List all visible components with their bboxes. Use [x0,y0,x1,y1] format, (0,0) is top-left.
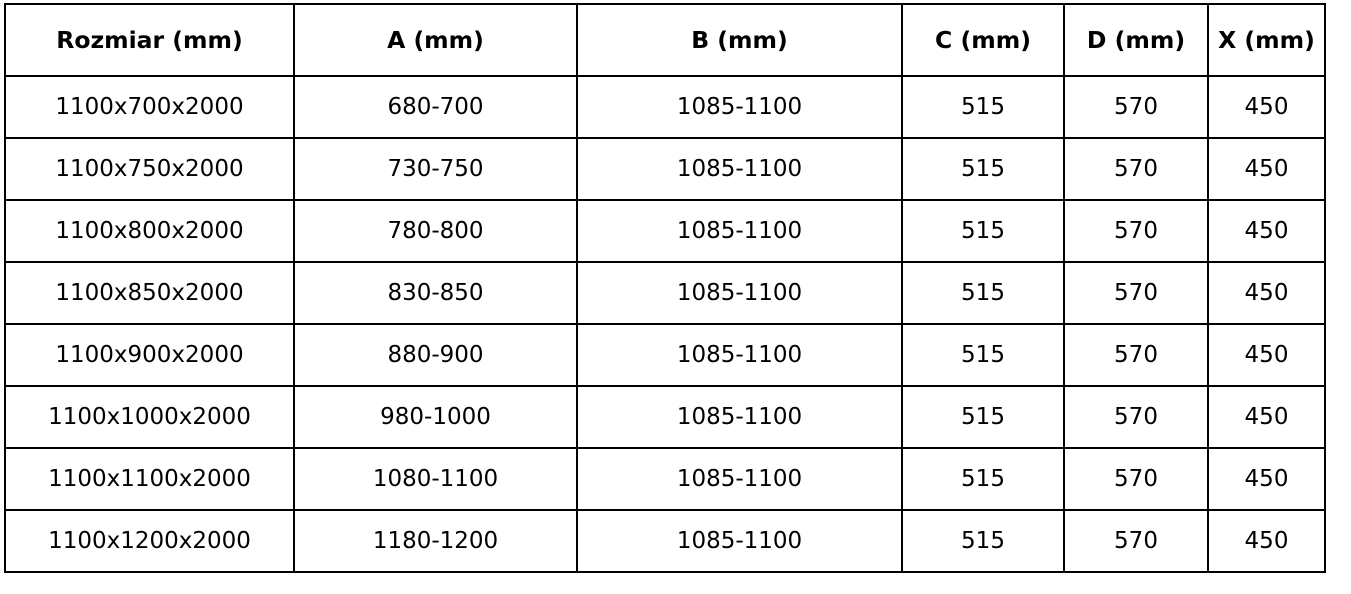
column-header-c: C (mm) [902,4,1064,76]
cell-a: 680-700 [294,76,577,138]
cell-a: 1180-1200 [294,510,577,572]
cell-x: 450 [1208,448,1325,510]
dimensions-table [4,3,1326,573]
table-row [5,138,1325,200]
cell-d: 570 [1064,448,1208,510]
cell-x: 450 [1208,76,1325,138]
cell-rozmiar: 1100x750x2000 [5,138,294,200]
cell-b: 1085-1100 [577,448,902,510]
cell-d: 570 [1064,200,1208,262]
cell-x: 450 [1208,262,1325,324]
table-row [5,76,1325,138]
cell-a: 880-900 [294,324,577,386]
cell-d: 570 [1064,386,1208,448]
column-header-a: A (mm) [294,4,577,76]
cell-rozmiar: 1100x700x2000 [5,76,294,138]
cell-b: 1085-1100 [577,138,902,200]
column-header-rozmiar: Rozmiar (mm) [5,4,294,76]
cell-a: 780-800 [294,200,577,262]
cell-b: 1085-1100 [577,510,902,572]
cell-rozmiar: 1100x1200x2000 [5,510,294,572]
cell-c: 515 [902,386,1064,448]
cell-a: 730-750 [294,138,577,200]
cell-a: 980-1000 [294,386,577,448]
spec-table-container [0,3,1351,594]
cell-d: 570 [1064,510,1208,572]
cell-c: 515 [902,510,1064,572]
cell-b: 1085-1100 [577,200,902,262]
cell-c: 515 [902,324,1064,386]
cell-x: 450 [1208,138,1325,200]
cell-d: 570 [1064,76,1208,138]
cell-rozmiar: 1100x800x2000 [5,200,294,262]
cell-x: 450 [1208,386,1325,448]
cell-b: 1085-1100 [577,76,902,138]
cell-x: 450 [1208,324,1325,386]
table-row [5,324,1325,386]
cell-rozmiar: 1100x850x2000 [5,262,294,324]
cell-x: 450 [1208,200,1325,262]
cell-d: 570 [1064,324,1208,386]
table-header-row [5,4,1325,76]
table-row [5,386,1325,448]
cell-x: 450 [1208,510,1325,572]
cell-rozmiar: 1100x1100x2000 [5,448,294,510]
table-row [5,448,1325,510]
cell-a: 1080-1100 [294,448,577,510]
column-header-d: D (mm) [1064,4,1208,76]
cell-rozmiar: 1100x900x2000 [5,324,294,386]
cell-c: 515 [902,262,1064,324]
table-row [5,262,1325,324]
cell-b: 1085-1100 [577,324,902,386]
cell-c: 515 [902,448,1064,510]
cell-rozmiar: 1100x1000x2000 [5,386,294,448]
table-row [5,200,1325,262]
cell-c: 515 [902,76,1064,138]
column-header-b: B (mm) [577,4,902,76]
cell-a: 830-850 [294,262,577,324]
cell-d: 570 [1064,138,1208,200]
cell-c: 515 [902,200,1064,262]
cell-b: 1085-1100 [577,262,902,324]
column-header-x: X (mm) [1208,4,1325,76]
cell-b: 1085-1100 [577,386,902,448]
cell-d: 570 [1064,262,1208,324]
table-row [5,510,1325,572]
cell-c: 515 [902,138,1064,200]
